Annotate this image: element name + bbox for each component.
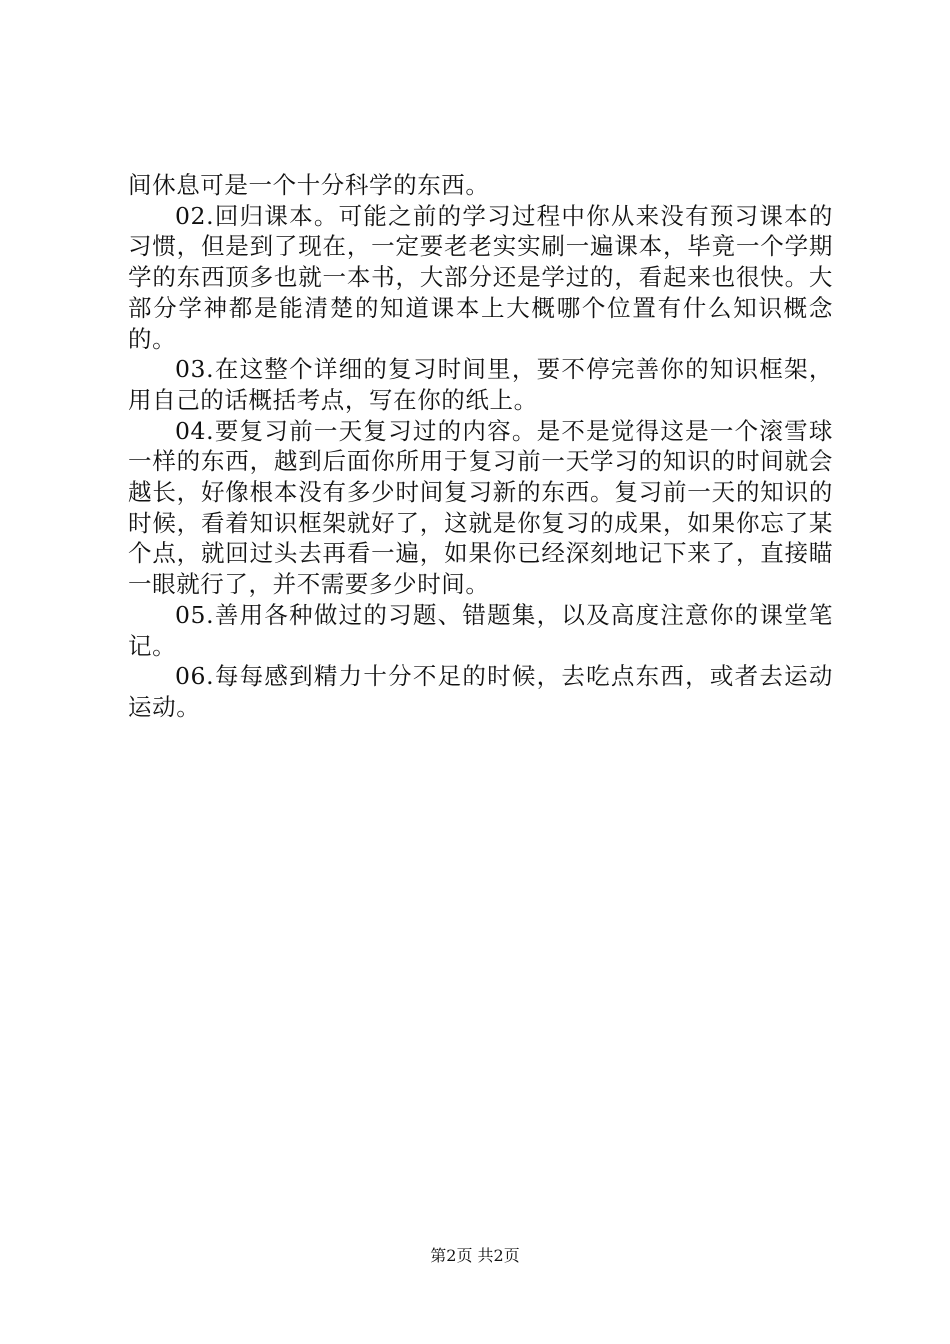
paragraph-04: 04.要复习前一天复习过的内容。是不是觉得这是一个滚雪球一样的东西，越到后面你所用于复习前一天学习的知识的时间就会越长，好像根本没有多少时间复习新的东西。复习前一天的知识的时候，看着知识框架就好了，这就是你复习的成果，如果你忘了某个点，就回过头去再看一遍，如果你已经深刻地记下来了，直接瞄一眼就行了，并不需要多少时间。 [128, 416, 833, 599]
paragraph-05: 05.善用各种做过的习题、错题集，以及高度注意你的课堂笔记。 [128, 600, 833, 660]
paragraph-continuation: 间休息可是一个十分科学的东西。 [128, 171, 490, 199]
document-body [128, 170, 833, 723]
paragraph-06: 06.每每感到精力十分不足的时候，去吃点东西，或者去运动运动。 [128, 662, 833, 721]
paragraph-02: 02.回归课本。可能之前的学习过程中你从来没有预习课本的习惯，但是到了现在，一定要老老实实刷一遍课本，毕竟一个学期学的东西顶多也就一本书，大部分还是学过的，看起来也很快。大部分学神都是能清楚的知道课本上大概哪个位置有什么知识概念的。 [128, 201, 833, 353]
page-number-footer: 第2页 共2页 [430, 1246, 520, 1265]
paragraph-03: 03.在这整个详细的复习时间里，要不停完善你的知识框架，用自己的话概括考点，写在你的纸上。 [128, 355, 833, 414]
